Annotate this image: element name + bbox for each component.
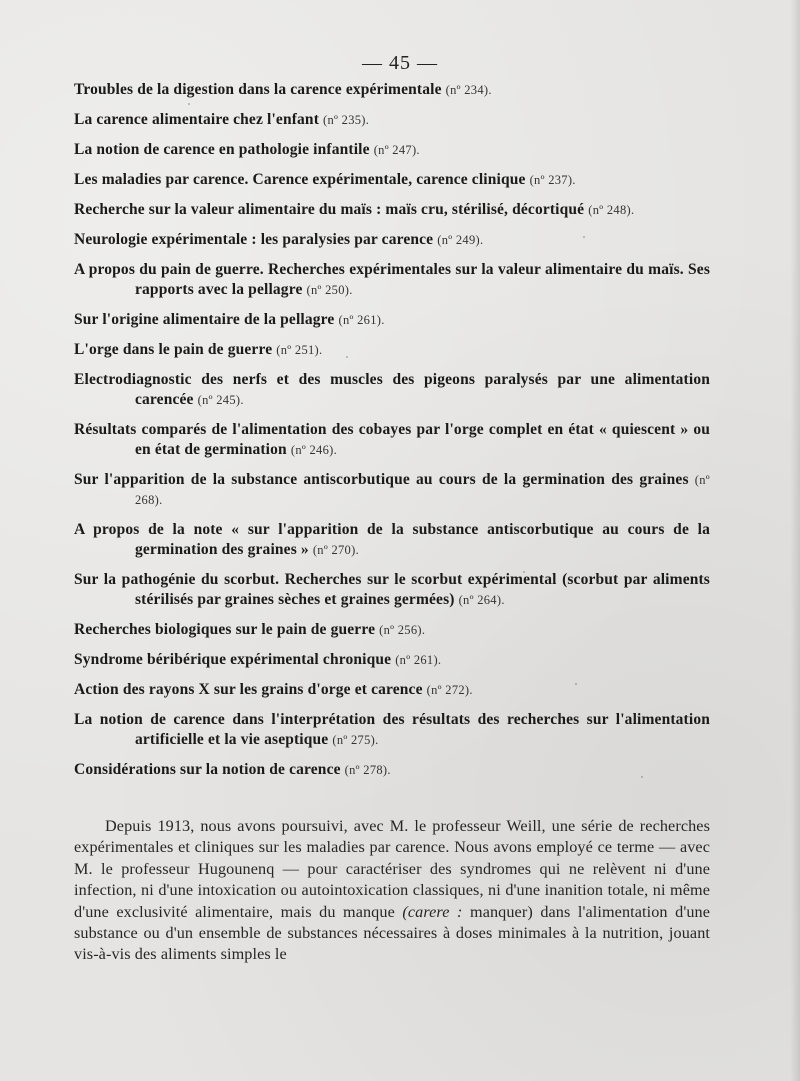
entry-reference: (nº 234). bbox=[445, 83, 492, 97]
entry-title: Action des rayons X sur les grains d'orge et carence bbox=[74, 681, 423, 698]
entry-reference: (nº 261). bbox=[395, 653, 442, 667]
entry-reference: (nº 235). bbox=[323, 113, 370, 127]
entry-title: La carence alimentaire chez l'enfant bbox=[74, 111, 320, 128]
entry-title: Electrodiagnostic des nerfs et des muscles des pigeons paralysés par une alimentation carencée bbox=[74, 371, 710, 408]
entry-reference: (nº 237). bbox=[529, 173, 576, 187]
entry-title: Les maladies par carence. Carence expérimentale, carence clinique bbox=[74, 171, 526, 188]
entry-reference: (nº 248). bbox=[588, 203, 635, 217]
entry-title: Troubles de la digestion dans la carence expérimentale bbox=[74, 81, 442, 98]
entry-reference: (nº 245). bbox=[197, 393, 244, 407]
publication-entry bbox=[74, 260, 710, 300]
entry-reference: (nº 278). bbox=[344, 763, 391, 777]
entry-reference: (nº 247). bbox=[373, 143, 420, 157]
entry-title: L'orge dans le pain de guerre bbox=[74, 341, 273, 358]
publication-entry bbox=[74, 680, 710, 700]
entry-title: A propos de la note « sur l'apparition de la substance antiscorbutique au cours de la germination des graines » bbox=[74, 521, 710, 558]
entry-title: Sur l'origine alimentaire de la pellagre bbox=[74, 311, 335, 328]
publication-entry bbox=[74, 230, 710, 250]
entry-reference: (nº 256). bbox=[379, 623, 426, 637]
entry-title: Syndrome béribérique expérimental chronique bbox=[74, 651, 392, 668]
page-number: — 45 — bbox=[362, 52, 438, 74]
paper-speck bbox=[523, 571, 525, 573]
paper-speck bbox=[76, 380, 78, 382]
publication-entry bbox=[74, 570, 710, 610]
paper-speck bbox=[575, 683, 577, 685]
publication-entry bbox=[74, 140, 710, 160]
paper-speck bbox=[188, 103, 190, 105]
entry-title: Recherche sur la valeur alimentaire du maïs : maïs cru, stérilisé, décortiqué bbox=[74, 201, 585, 218]
publication-entry bbox=[74, 170, 710, 190]
publication-entry bbox=[74, 80, 710, 100]
publication-entry bbox=[74, 340, 710, 360]
paper-speck bbox=[346, 356, 348, 358]
body-text-part2: manquer) dans l'alimentation d'une substance ou d'un ensemble de substances nécessaires à doses minimales à la nutrition, jouant vis-à-vis des aliments simples le bbox=[74, 902, 711, 964]
entry-reference: (nº 249). bbox=[437, 233, 484, 247]
entry-title: La notion de carence en pathologie infantile bbox=[74, 141, 370, 158]
publication-entry bbox=[74, 110, 710, 130]
page-edge-shadow bbox=[790, 0, 800, 1081]
entry-title: Sur l'apparition de la substance antiscorbutique au cours de la germination des graines bbox=[74, 471, 689, 488]
entry-reference: (nº 270). bbox=[312, 543, 359, 557]
publication-entry bbox=[74, 310, 710, 330]
publication-entry bbox=[74, 470, 710, 510]
entry-reference: (nº 261). bbox=[338, 313, 385, 327]
publication-entry bbox=[74, 620, 710, 640]
publication-entry bbox=[74, 760, 710, 780]
publication-entry bbox=[74, 370, 710, 410]
publication-list bbox=[74, 80, 710, 790]
entry-title: Recherches biologiques sur le pain de guerre bbox=[74, 621, 376, 638]
entry-reference: (nº 275). bbox=[332, 733, 379, 747]
paper-speck bbox=[583, 236, 585, 238]
entry-title: A propos du pain de guerre. Recherches expérimentales sur la valeur alimentaire du maïs. Ses rapports avec la pellagre bbox=[74, 261, 710, 298]
entry-reference: (nº 246). bbox=[290, 443, 338, 457]
entry-title: Neurologie expérimentale : les paralysies par carence bbox=[74, 231, 434, 248]
publication-entry bbox=[74, 710, 710, 750]
entry-reference: (nº 264). bbox=[458, 593, 505, 607]
publication-entry bbox=[74, 200, 710, 220]
body-text-italic: (carere : bbox=[402, 902, 463, 921]
body-paragraph bbox=[74, 816, 710, 966]
entry-title: La notion de carence dans l'interprétation des résultats des recherches sur l'alimentation artificielle et la vie aseptique bbox=[74, 711, 710, 748]
entry-reference: (nº 272). bbox=[426, 683, 473, 697]
paper-speck bbox=[641, 776, 643, 778]
entry-reference: (nº 268). bbox=[135, 473, 710, 507]
publication-entry bbox=[74, 420, 710, 460]
entry-title: Considérations sur la notion de carence bbox=[74, 761, 341, 778]
entry-reference: (nº 251). bbox=[276, 343, 323, 357]
body-text-part1: Depuis 1913, nous avons poursuivi, avec M. le professeur Weill, une série de recherches expérimentales et cliniques sur les maladies par carence. Nous avons employé ce terme — avec M. le professeur Hugounenq — pour caractériser des syndromes qui ne relèvent ni d'une infection, ni d'une intoxication ou autointoxication classiques, ni d'une inanition totale, ni même d'une exclusivité alimentaire, mais du manque bbox=[74, 817, 710, 921]
entry-title: Sur la pathogénie du scorbut. Recherches sur le scorbut expérimental (scorbut par aliments stérilisés par graines sèches et graines germées) bbox=[74, 571, 710, 608]
entry-title: Résultats comparés de l'alimentation des cobayes par l'orge complet en état « quiescent » ou en état de germination bbox=[74, 421, 710, 458]
entry-reference: (nº 250). bbox=[306, 283, 353, 297]
publication-entry bbox=[74, 650, 710, 670]
publication-entry bbox=[74, 520, 710, 560]
